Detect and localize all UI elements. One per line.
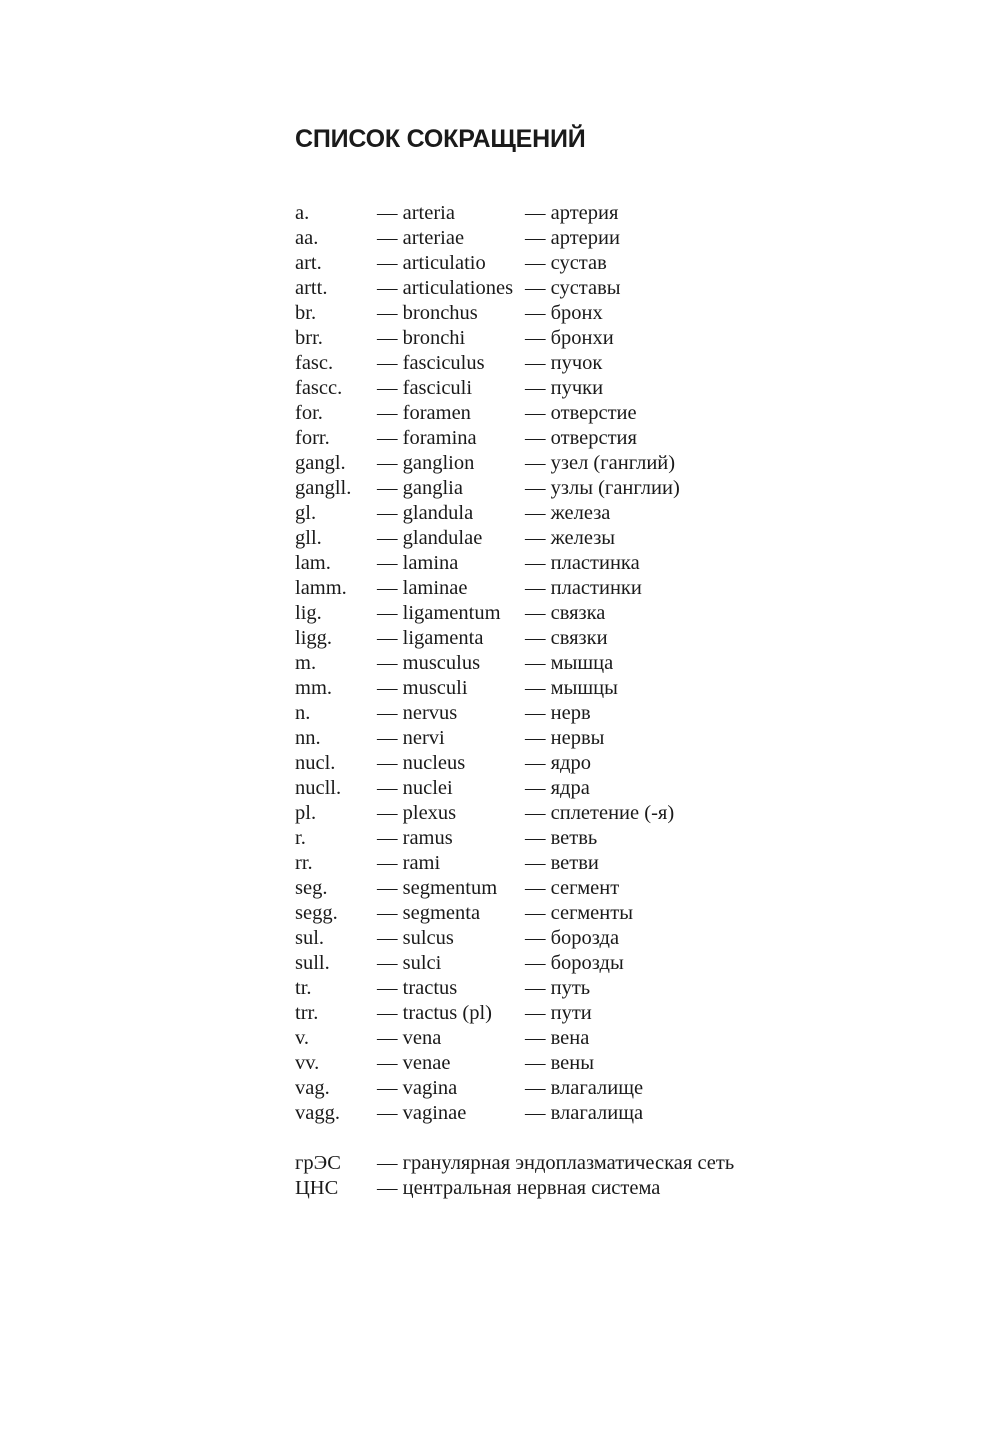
abbreviation: rr. <box>295 852 313 874</box>
russian-term: — сегменты <box>525 902 633 924</box>
abbreviation: fascc. <box>295 377 343 399</box>
abbreviation-row <box>295 976 680 1001</box>
abbreviation: грЭС <box>295 1152 341 1174</box>
latin-term: — lamina <box>377 552 459 574</box>
latin-term: — arteria <box>377 202 455 224</box>
abbreviation: sul. <box>295 927 325 949</box>
latin-term: — ligamenta <box>377 627 484 649</box>
russian-term: — нерв <box>525 702 591 724</box>
abbreviation: segg. <box>295 902 338 924</box>
russian-term: — сегмент <box>525 877 620 899</box>
abbreviation-row <box>295 926 680 951</box>
russian-term: — бронх <box>525 302 603 324</box>
abbreviation: art. <box>295 252 322 274</box>
abbreviation-meaning: — центральная нервная система <box>377 1177 661 1199</box>
latin-term: — articulatio <box>377 252 486 274</box>
russian-term: — путь <box>525 977 591 999</box>
latin-term: — nuclei <box>377 777 453 799</box>
abbreviation-row <box>295 376 680 401</box>
latin-term: — musculus <box>377 652 481 674</box>
russian-term: — мышца <box>525 652 614 674</box>
russian-term: — борозда <box>525 927 620 949</box>
abbreviation-row <box>295 651 680 676</box>
latin-term: — glandulae <box>377 527 483 549</box>
abbreviation-row <box>295 626 680 651</box>
abbreviation-row <box>295 826 680 851</box>
russian-term: — связки <box>525 627 608 649</box>
abbreviation-list <box>295 201 680 1126</box>
russian-term: — сустав <box>525 252 607 274</box>
latin-term: — fasciculus <box>377 352 485 374</box>
abbreviation-row <box>295 776 680 801</box>
abbreviation-row <box>295 551 680 576</box>
abbreviation: mm. <box>295 677 333 699</box>
abbreviation: sull. <box>295 952 330 974</box>
latin-term: — sulcus <box>377 927 454 949</box>
abbreviation: seg. <box>295 877 328 899</box>
abbreviation-row <box>295 401 680 426</box>
abbreviation-row <box>295 1076 680 1101</box>
latin-term: — tractus (pl) <box>377 1002 492 1024</box>
extra-abbreviation-row <box>295 1151 734 1176</box>
latin-term: — nervi <box>377 727 445 749</box>
latin-term: — venae <box>377 1052 451 1074</box>
abbreviation-row <box>295 251 680 276</box>
abbreviation-row <box>295 1026 680 1051</box>
russian-term: — сплетение (-я) <box>525 802 675 824</box>
russian-term: — пучок <box>525 352 603 374</box>
latin-term: — foramen <box>377 402 471 424</box>
latin-term: — fasciculi <box>377 377 473 399</box>
latin-term: — ganglia <box>377 477 463 499</box>
abbreviation: lam. <box>295 552 331 574</box>
extra-abbreviation-list <box>295 1151 734 1201</box>
abbreviation-row <box>295 601 680 626</box>
russian-term: — влагалище <box>525 1077 644 1099</box>
latin-term: — articulationes <box>377 277 514 299</box>
latin-term: — plexus <box>377 802 457 824</box>
abbreviation: pl. <box>295 802 317 824</box>
abbreviation-row <box>295 876 680 901</box>
latin-term: — nervus <box>377 702 458 724</box>
latin-term: — bronchi <box>377 327 466 349</box>
extra-abbreviation-row <box>295 1176 734 1201</box>
russian-term: — ветвь <box>525 827 598 849</box>
russian-term: — нервы <box>525 727 605 749</box>
abbreviation: v. <box>295 1027 310 1049</box>
russian-term: — отверстия <box>525 427 637 449</box>
russian-term: — связка <box>525 602 606 624</box>
abbreviation: nucll. <box>295 777 342 799</box>
abbreviation: n. <box>295 702 311 724</box>
abbreviation-row <box>295 526 680 551</box>
abbreviation-row <box>295 1001 680 1026</box>
latin-term: — rami <box>377 852 441 874</box>
abbreviation: nucl. <box>295 752 336 774</box>
latin-term: — ramus <box>377 827 453 849</box>
abbreviation-row <box>295 1101 680 1126</box>
abbreviation: gll. <box>295 527 322 549</box>
abbreviation-row <box>295 851 680 876</box>
russian-term: — мышцы <box>525 677 618 699</box>
russian-term: — влагалища <box>525 1102 644 1124</box>
russian-term: — узлы (ганглии) <box>525 477 680 499</box>
abbreviation-row <box>295 451 680 476</box>
latin-term: — arteriae <box>377 227 465 249</box>
abbreviation: lig. <box>295 602 322 624</box>
abbreviation-row <box>295 951 680 976</box>
latin-term: — ligamentum <box>377 602 501 624</box>
abbreviation: vag. <box>295 1077 330 1099</box>
russian-term: — железа <box>525 502 611 524</box>
abbreviation-row <box>295 801 680 826</box>
latin-term: — ganglion <box>377 452 475 474</box>
abbreviation-row <box>295 751 680 776</box>
latin-term: — glandula <box>377 502 474 524</box>
abbreviation-row <box>295 901 680 926</box>
page-title: СПИСОК СОКРАЩЕНИЙ <box>295 125 586 153</box>
abbreviation: br. <box>295 302 317 324</box>
russian-term: — ядра <box>525 777 590 799</box>
abbreviation: for. <box>295 402 323 424</box>
abbreviation-meaning: — гранулярная эндоплазматическая сеть <box>377 1152 735 1174</box>
abbreviation: trr. <box>295 1002 319 1024</box>
abbreviation: brr. <box>295 327 323 349</box>
latin-term: — tractus <box>377 977 458 999</box>
abbreviation: fasc. <box>295 352 334 374</box>
abbreviation-row <box>295 276 680 301</box>
abbreviation: r. <box>295 827 306 849</box>
latin-term: — sulci <box>377 952 442 974</box>
russian-term: — пути <box>525 1002 592 1024</box>
russian-term: — бронхи <box>525 327 614 349</box>
abbreviation: gangl. <box>295 452 346 474</box>
latin-term: — musculi <box>377 677 468 699</box>
russian-term: — ядро <box>525 752 591 774</box>
abbreviation-row <box>295 301 680 326</box>
russian-term: — пластинки <box>525 577 642 599</box>
abbreviation: aa. <box>295 227 319 249</box>
russian-term: — железы <box>525 527 616 549</box>
russian-term: — суставы <box>525 277 621 299</box>
latin-term: — foramina <box>377 427 477 449</box>
abbreviation-row <box>295 676 680 701</box>
abbreviation: m. <box>295 652 317 674</box>
russian-term: — ветви <box>525 852 599 874</box>
latin-term: — nucleus <box>377 752 466 774</box>
abbreviation-row <box>295 476 680 501</box>
russian-term: — артерия <box>525 202 619 224</box>
russian-term: — отверстие <box>525 402 637 424</box>
abbreviation-row <box>295 326 680 351</box>
latin-term: — segmenta <box>377 902 481 924</box>
abbreviation-row <box>295 501 680 526</box>
latin-term: — bronchus <box>377 302 478 324</box>
russian-term: — вена <box>525 1027 590 1049</box>
abbreviation-row <box>295 426 680 451</box>
abbreviation: artt. <box>295 277 328 299</box>
abbreviation: tr. <box>295 977 312 999</box>
russian-term: — артерии <box>525 227 620 249</box>
abbreviation: ЦНС <box>295 1177 339 1199</box>
russian-term: — вены <box>525 1052 595 1074</box>
russian-term: — узел (ганглий) <box>525 452 676 474</box>
abbreviation-row <box>295 701 680 726</box>
abbreviation-row <box>295 226 680 251</box>
latin-term: — segmentum <box>377 877 498 899</box>
latin-term: — vagina <box>377 1077 458 1099</box>
abbreviation-row <box>295 351 680 376</box>
abbreviation-row <box>295 576 680 601</box>
abbreviation: lamm. <box>295 577 347 599</box>
abbreviation: gl. <box>295 502 317 524</box>
abbreviation: vv. <box>295 1052 320 1074</box>
latin-term: — laminae <box>377 577 468 599</box>
abbreviation: forr. <box>295 427 330 449</box>
abbreviation: nn. <box>295 727 321 749</box>
russian-term: — пучки <box>525 377 604 399</box>
russian-term: — борозды <box>525 952 624 974</box>
abbreviation: ligg. <box>295 627 333 649</box>
abbreviation-row <box>295 1051 680 1076</box>
abbreviation: a. <box>295 202 310 224</box>
abbreviation-row <box>295 201 680 226</box>
latin-term: — vaginae <box>377 1102 467 1124</box>
latin-term: — vena <box>377 1027 442 1049</box>
russian-term: — пластинка <box>525 552 640 574</box>
abbreviation: vagg. <box>295 1102 340 1124</box>
abbreviation: gangll. <box>295 477 352 499</box>
abbreviation-row <box>295 726 680 751</box>
